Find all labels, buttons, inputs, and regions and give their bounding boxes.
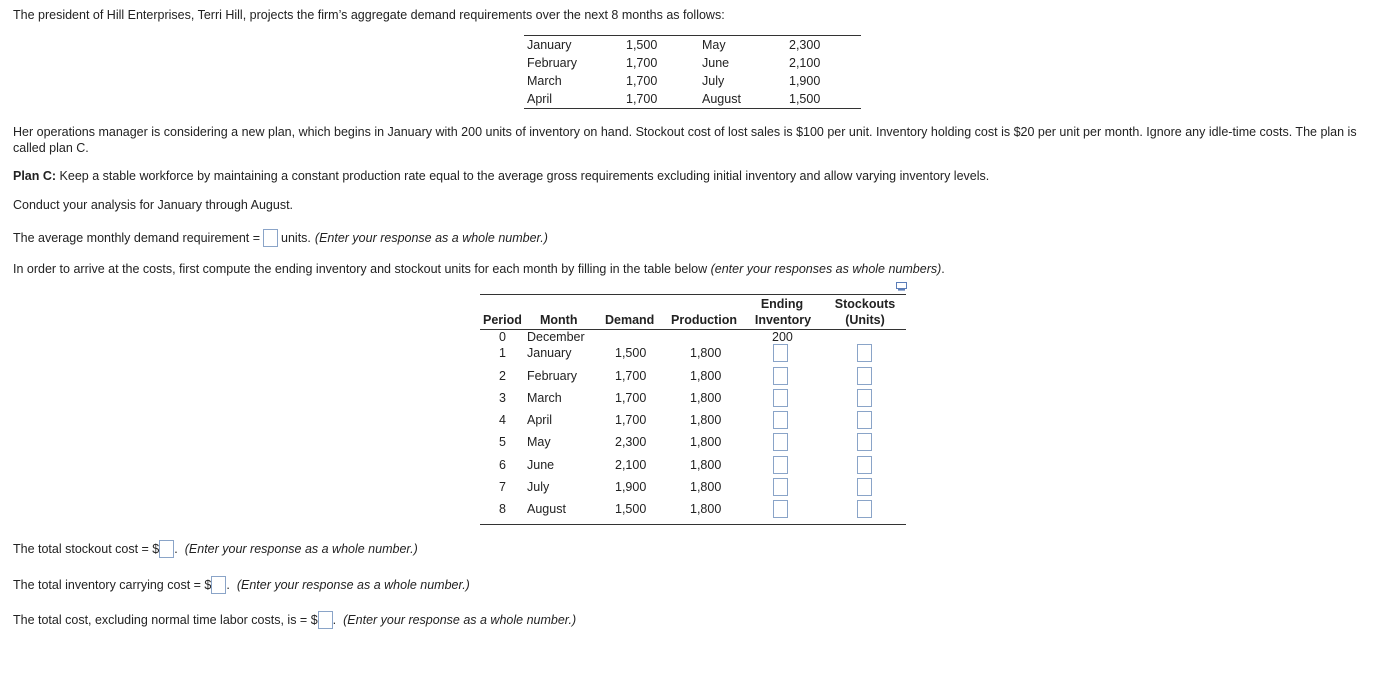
demand-cell: 2,100	[615, 458, 647, 472]
avg-hint: (Enter your response as a whole number.)	[314, 231, 548, 245]
demand-cell: 1,700	[615, 391, 647, 405]
month-cell: February	[527, 369, 578, 383]
production-cell: 1,800	[690, 413, 722, 427]
month-cell: June	[527, 458, 555, 472]
month-cell: January	[527, 346, 572, 360]
stockout-units-input[interactable]	[857, 411, 872, 429]
header-period: Period	[483, 313, 522, 327]
average-demand-question	[13, 229, 548, 247]
demand-cell: 1,700	[626, 92, 658, 106]
production-cell: 1,800	[690, 458, 722, 472]
total-cost-question	[13, 611, 576, 629]
period-cell: 7	[499, 480, 506, 494]
demand-cell: 1,700	[626, 56, 658, 70]
production-cell: 1,800	[690, 480, 722, 494]
month-cell: February	[527, 56, 578, 70]
demand-cell: 1,700	[626, 74, 658, 88]
header-month: Month	[540, 313, 578, 327]
total-period: .	[332, 613, 337, 627]
ending-inventory-input[interactable]	[773, 433, 788, 451]
demand-row	[524, 72, 861, 90]
ending-inventory-input[interactable]	[773, 500, 788, 518]
month-cell: July	[702, 74, 725, 88]
header-stockouts: Stockouts	[834, 297, 896, 311]
header-production: Production	[671, 313, 737, 327]
production-cell: 1,800	[690, 502, 722, 516]
ending-inventory-input[interactable]	[773, 456, 788, 474]
month-cell: August	[527, 502, 566, 516]
demand-cell: 1,500	[615, 346, 647, 360]
avg-prefix: The average monthly demand requirement =	[13, 231, 261, 245]
stockout-units-input[interactable]	[857, 389, 872, 407]
total-prefix: The total cost, excluding normal time labor costs, is = $	[13, 613, 318, 627]
inventory-table	[480, 294, 906, 525]
carrying-hint: (Enter your response as a whole number.)	[236, 578, 470, 592]
month-cell: August	[702, 92, 741, 106]
plan-c-body: Keep a stable workforce by maintaining a constant production rate equal to the average gross requirements excluding initial inventory and allow varying inventory levels.	[56, 169, 990, 183]
header-inventory: Inventory	[754, 313, 812, 327]
demand-cell: 1,900	[615, 480, 647, 494]
plan-description: Her operations manager is considering a new plan, which begins in January with 200 units of inventory on hand. Stockout cost of lost sales is $100 per unit. Inventory holding cost is $20 per unit per month. Ignore any idle-time costs. The plan is called plan C.	[13, 125, 1357, 155]
total-cost-input[interactable]	[318, 611, 333, 629]
header-demand: Demand	[605, 313, 655, 327]
month-cell: July	[527, 480, 550, 494]
period-cell: 3	[499, 391, 506, 405]
demand-cell: 1,500	[615, 502, 647, 516]
stockout-cost-input[interactable]	[159, 540, 174, 558]
initial-inventory-cell: 200	[772, 330, 793, 344]
header-units: (Units)	[845, 313, 885, 327]
stockout-units-input[interactable]	[857, 367, 872, 385]
period-cell: 2	[499, 369, 506, 383]
stockout-units-input[interactable]	[857, 433, 872, 451]
conduct-text: Conduct your analysis for January through August.	[13, 198, 294, 212]
period-cell: 1	[499, 346, 506, 360]
average-demand-input[interactable]	[263, 229, 278, 247]
demand-table	[524, 35, 861, 109]
period-cell: 4	[499, 413, 506, 427]
demand-cell: 1,700	[615, 369, 647, 383]
demand-row	[524, 90, 861, 108]
demand-cell: 2,300	[789, 38, 821, 52]
avg-suffix: units.	[281, 231, 311, 245]
stockout-units-input[interactable]	[857, 456, 872, 474]
plan-c-label: Plan C:	[13, 169, 57, 183]
intro-text: The president of Hill Enterprises, Terri Hill, projects the firm’s aggregate demand requirements over the next 8 months as follows:	[13, 8, 725, 22]
plan-c-text	[13, 169, 989, 183]
ending-inventory-input[interactable]	[773, 411, 788, 429]
month-cell: May	[702, 38, 726, 52]
period-cell: 8	[499, 502, 506, 516]
month-cell: June	[702, 56, 730, 70]
carrying-cost-input[interactable]	[211, 576, 226, 594]
month-cell: March	[527, 391, 562, 405]
header-ending: Ending	[760, 297, 804, 311]
month-cell: May	[527, 435, 551, 449]
stockout-period: .	[174, 542, 178, 556]
stockout-units-input[interactable]	[857, 344, 872, 362]
carrying-cost-question	[13, 576, 470, 594]
instructions-body: In order to arrive at the costs, first compute the ending inventory and stockout units for each month by filling in the table below	[13, 262, 711, 276]
demand-row	[524, 54, 861, 72]
period-cell: 6	[499, 458, 506, 472]
demand-cell: 1,500	[626, 38, 658, 52]
production-cell: 1,800	[690, 435, 722, 449]
production-cell: 1,800	[690, 391, 722, 405]
instructions-end: .	[941, 262, 945, 276]
demand-cell: 1,900	[789, 74, 821, 88]
demand-row	[524, 36, 861, 54]
month-cell: March	[527, 74, 562, 88]
stockout-units-input[interactable]	[857, 500, 872, 518]
ending-inventory-input[interactable]	[773, 344, 788, 362]
demand-cell: 2,100	[789, 56, 821, 70]
stockout-prefix: The total stockout cost = $	[13, 542, 160, 556]
production-cell: 1,800	[690, 369, 722, 383]
total-hint: (Enter your response as a whole number.)	[343, 613, 577, 627]
month-cell: December	[527, 330, 585, 344]
carrying-prefix: The total inventory carrying cost = $	[13, 578, 212, 592]
period-cell: 5	[499, 435, 506, 449]
demand-cell: 2,300	[615, 435, 647, 449]
month-cell: April	[527, 92, 553, 106]
demand-cell: 1,700	[615, 413, 647, 427]
instructions-hint: (enter your responses as whole numbers)	[710, 262, 942, 276]
pencil-edit-icon[interactable]	[896, 282, 907, 291]
month-cell: January	[527, 38, 572, 52]
ending-inventory-input[interactable]	[773, 367, 788, 385]
stockout-hint: (Enter your response as a whole number.)	[184, 542, 418, 556]
carrying-period: .	[226, 578, 230, 592]
production-cell: 1,800	[690, 346, 722, 360]
ending-inventory-input[interactable]	[773, 478, 788, 496]
demand-cell: 1,500	[789, 92, 821, 106]
period-cell: 0	[499, 330, 506, 344]
ending-inventory-input[interactable]	[773, 389, 788, 407]
stockout-cost-question	[13, 540, 418, 558]
month-cell: April	[527, 413, 553, 427]
stockout-units-input[interactable]	[857, 478, 872, 496]
instructions-text	[13, 262, 945, 276]
